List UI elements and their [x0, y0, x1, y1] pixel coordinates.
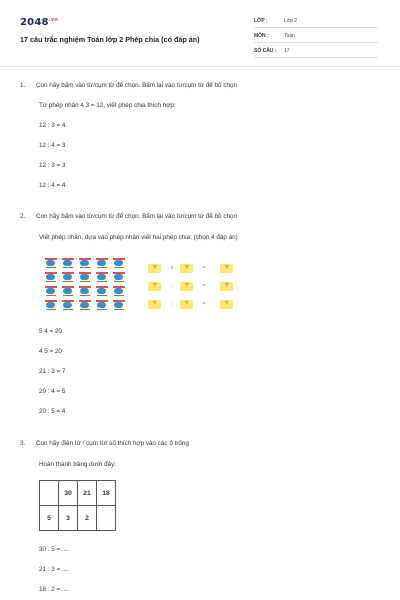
- helicopter-icon: [112, 286, 126, 296]
- meta-count-row: [254, 45, 378, 58]
- answer-option[interactable]: 20 : 5 = 4: [39, 408, 66, 415]
- answer-option[interactable]: 12 : 3 = 4: [39, 122, 66, 129]
- table-cell: 5: [40, 506, 59, 531]
- blank-input[interactable]: ?: [148, 264, 161, 273]
- question-number: 1.: [20, 82, 26, 89]
- question-prompt: Từ phép nhân 4 3 = 12, viết phép chia thích hợp:: [39, 102, 176, 109]
- fill-in-line[interactable]: 21 : 3 = ....: [39, 566, 69, 573]
- blank-input[interactable]: ?: [220, 264, 233, 273]
- blank-input[interactable]: ?: [220, 282, 233, 291]
- operator-symbol: =: [202, 283, 206, 289]
- helicopter-icon: [61, 258, 75, 268]
- operator-symbol: :: [171, 301, 173, 307]
- table-cell: 3: [59, 506, 78, 531]
- fill-in-line[interactable]: 18 : 2 = ....: [39, 586, 69, 593]
- answer-option[interactable]: 12 : 3 = 3: [39, 162, 66, 169]
- header-divider: [0, 66, 400, 67]
- table-row: [40, 481, 116, 506]
- fill-in-table: [39, 480, 116, 531]
- question-number: 3.: [20, 440, 26, 447]
- meta-subject-row: [254, 30, 378, 43]
- operator-symbol: =: [202, 265, 206, 271]
- helicopter-icon: [95, 272, 109, 282]
- answer-option[interactable]: 20 : 4 = 5: [39, 388, 66, 395]
- answer-option[interactable]: 12 : 4 = 4: [39, 182, 66, 189]
- blank-input[interactable]: ?: [180, 264, 193, 273]
- question-instruction: Con hãy điền từ / cụm từ/ số thích hợp vào các ô trống: [36, 440, 189, 447]
- site-logo[interactable]: [20, 17, 58, 28]
- question-prompt: Hoàn thành bảng dưới đây:: [39, 461, 116, 468]
- answer-option[interactable]: 12 : 4 = 3: [39, 142, 66, 149]
- table-cell: 18: [97, 481, 116, 506]
- table-cell: 2: [78, 506, 97, 531]
- answer-option[interactable]: 4 5 = 20: [39, 348, 62, 355]
- question-number: 2.: [20, 213, 26, 220]
- question-prompt: Viết phép nhân, dựa vào phép nhân viết hai phép chia: (chọn 4 đáp án): [39, 234, 238, 241]
- helicopter-icon: [44, 286, 58, 296]
- helicopter-icon: [44, 300, 58, 310]
- meta-count-key: SỐ CÂU :: [254, 48, 277, 54]
- page-title: 17 câu trắc nghiệm Toán lớp 2 Phép chia (có đáp án): [20, 35, 200, 44]
- helicopter-icon: [78, 300, 92, 310]
- document-header: [0, 0, 400, 62]
- blank-input[interactable]: ?: [180, 282, 193, 291]
- meta-class-value: Lớp 2: [284, 18, 298, 24]
- helicopter-icon: [61, 286, 75, 296]
- blank-input[interactable]: ?: [148, 300, 161, 309]
- helicopter-icon: [61, 300, 75, 310]
- meta-class-row: [254, 15, 378, 28]
- logo-text: 2048: [20, 17, 49, 28]
- fill-in-line[interactable]: 30 : 5 = ....: [39, 546, 69, 553]
- question-instruction: Con hãy bấm vào từ/cụm từ để chọn. Bấm lại vào từ/cụm từ để bỏ chọn: [36, 82, 237, 89]
- table-cell: 30: [59, 481, 78, 506]
- helicopter-icon: [112, 258, 126, 268]
- operator-symbol: x: [170, 265, 174, 271]
- helicopter-icon: [78, 286, 92, 296]
- meta-subject-value: Toán: [284, 33, 295, 39]
- helicopter-icon: [112, 300, 126, 310]
- meta-class-key: LỚP :: [254, 18, 268, 24]
- blank-input[interactable]: ?: [220, 300, 233, 309]
- operator-symbol: :: [171, 283, 173, 289]
- blank-input[interactable]: ?: [148, 282, 161, 291]
- helicopter-icon: [78, 258, 92, 268]
- helicopter-icon: [112, 272, 126, 282]
- blank-input[interactable]: ?: [180, 300, 193, 309]
- table-cell[interactable]: [40, 481, 59, 506]
- helicopter-icon: [44, 258, 58, 268]
- helicopter-icon: [95, 258, 109, 268]
- helicopter-icon: [44, 272, 58, 282]
- logo-suffix: .vn: [48, 17, 58, 23]
- meta-subject-key: MÔN :: [254, 33, 269, 39]
- helicopter-icon: [95, 300, 109, 310]
- table-cell[interactable]: [97, 506, 116, 531]
- table-row: [40, 506, 116, 531]
- meta-count-value: 17: [284, 48, 290, 54]
- question-instruction: Con hãy bấm vào từ/cụm từ để chọn. Bấm lại vào từ/cụm từ để bỏ chọn: [36, 213, 237, 220]
- operator-symbol: =: [202, 301, 206, 307]
- table-cell: 21: [78, 481, 97, 506]
- answer-option[interactable]: 21 : 3 = 7: [39, 368, 66, 375]
- helicopter-illustration: [44, 256, 130, 314]
- answer-option[interactable]: 5 4 = 20: [39, 328, 62, 335]
- helicopter-icon: [78, 272, 92, 282]
- helicopter-icon: [95, 286, 109, 296]
- helicopter-icon: [61, 272, 75, 282]
